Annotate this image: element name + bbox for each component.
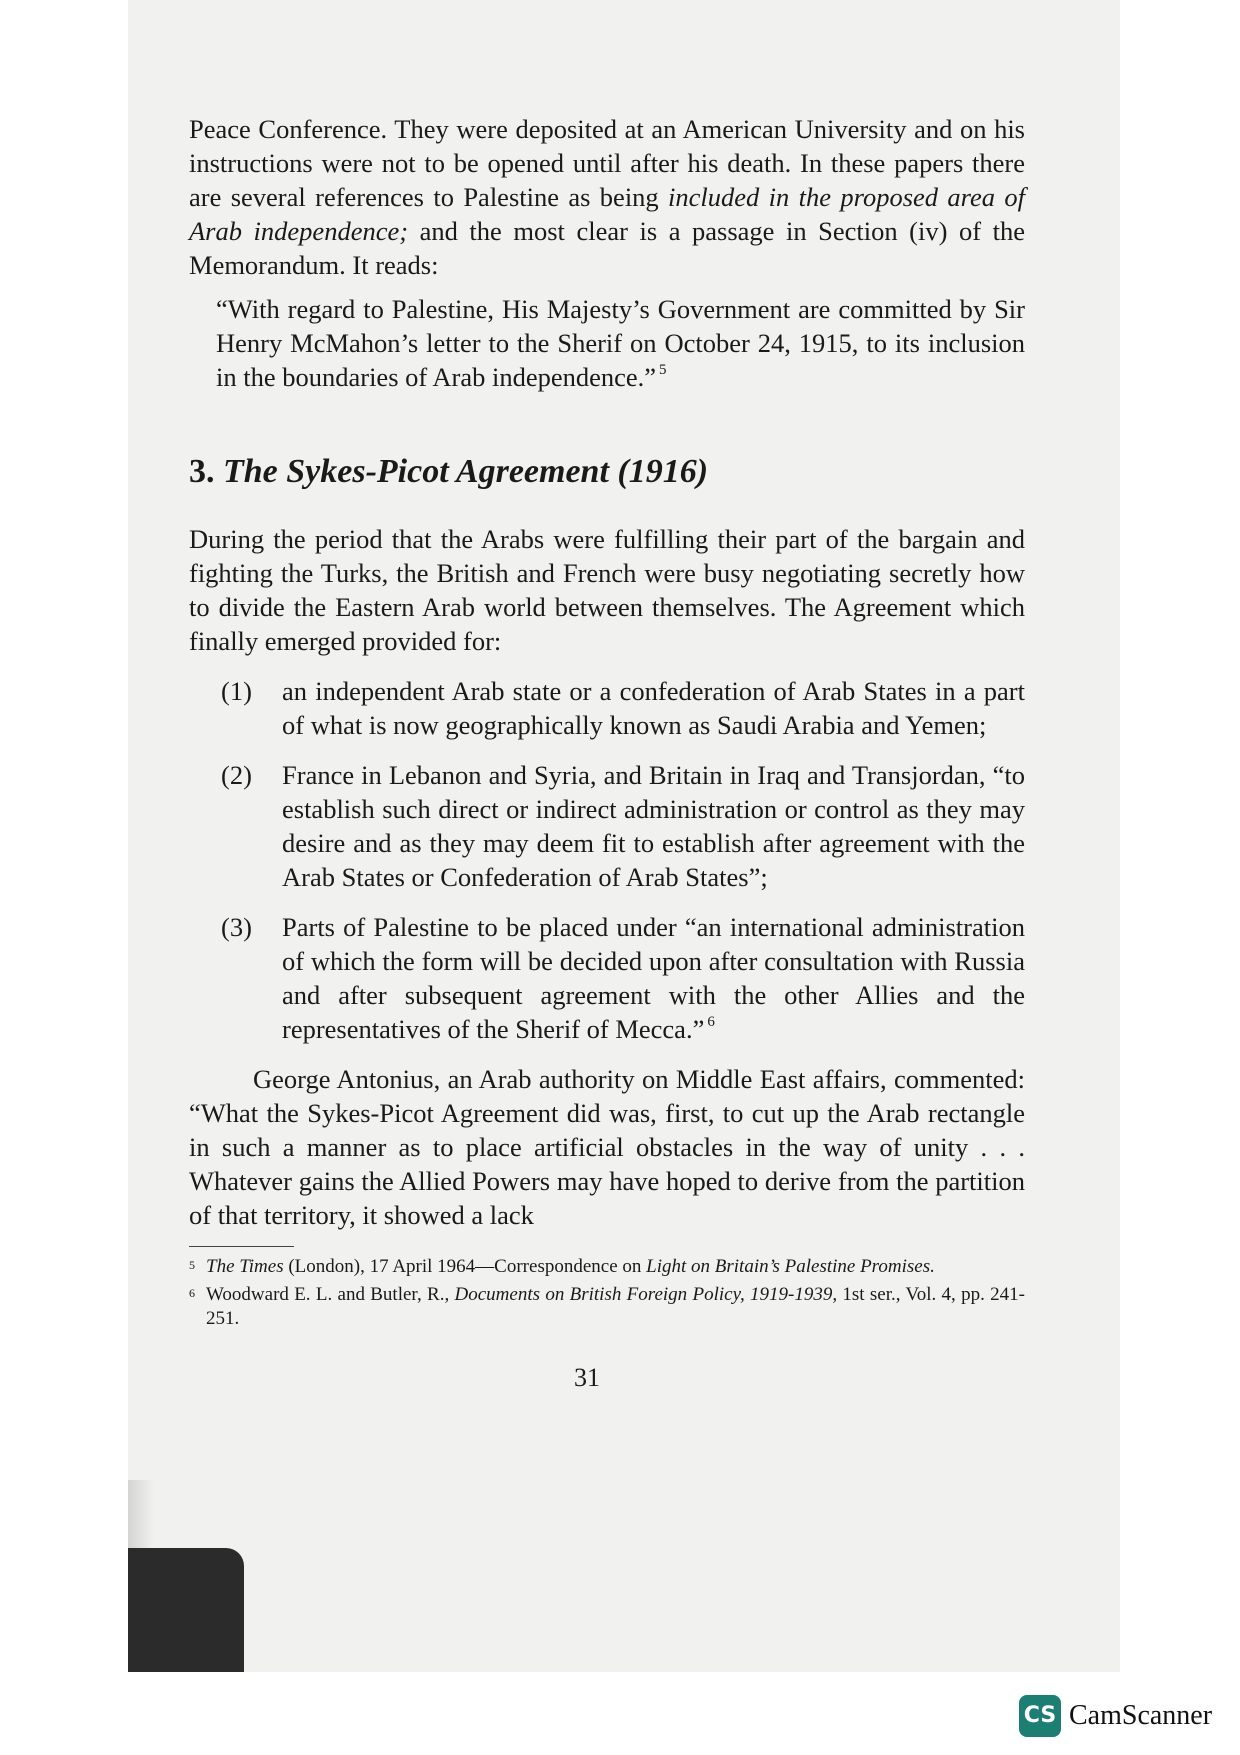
footnote-ref-6: 6 (707, 1014, 715, 1030)
camscanner-logo-icon: CS (1019, 1695, 1061, 1737)
paragraph-negotiations: During the period that the Arabs were fulfilling their part of the bargain and fighting the Turks, the British and French were busy negotiating secretly how to divide the Eastern Arab world between themselves. The Agreement which finally emerged provided for: (189, 524, 1025, 656)
block-quote: “With regard to Palestine, His Majesty’s Government are committed by Sir Henry McMahon’s letter to the Sherif on October 24, 1915, to its inclusion in the boundaries of Arab independence.” $^5$ (216, 294, 1025, 392)
binder-clip (128, 1548, 244, 1672)
list-item: (2) France in Lebanon and Syria, and Britain in Iraq and Transjordan, “to establish such direct or indirect administration or control as they may desire and as they may deem fit to establish after agreement with the Arab States or Confederation of Arab States”; (221, 760, 1025, 892)
paragraph-antonius: George Antonius, an Arab authority on Middle East affairs, commented: “What the Sykes-Picot Agreement did was, first, to cut up the Arab rectangle in such a manner as to place artificial obstacles in the way of unity . . . Whatever gains the Allied Powers may have hoped to derive from the partition of that territory, it showed a lack (189, 1064, 1025, 1230)
list-item: (1) an independent Arab state or a confederation of Arab States in a part of what is now geographically known as Saudi Arabia and Yemen; (221, 676, 1025, 740)
list-item: (3) Parts of Palestine to be placed under “an international administration of which the form will be decided upon after consultation with Russia and after subsequent agreement with the other Allies and the representatives of the Sherif of Mecca.” $^6$ (221, 912, 1025, 1044)
camscanner-watermark: CamScanner (1069, 1700, 1213, 1731)
footnote-divider (189, 1246, 294, 1247)
footnote: 5 The Times (London), 17 April 1964—Correspondence on Light on Britain’s Palestine Promises. (189, 1256, 935, 1277)
section-heading: 3. The Sykes-Picot Agreement (1916) (189, 453, 709, 490)
footnote: 6 Woodward E. L. and Butler, R., Documents on British Foreign Policy, 1919-1939, 1st ser., Vol. 4, pp. 241-251. (189, 1284, 1025, 1329)
page-text (189, 112, 1025, 1395)
page-number: 31 (574, 1363, 600, 1392)
paragraph-memorandum: Peace Conference. They were deposited at an American University and on his instructions were not to be opened until after his death. In these papers there are several references to Palestine as being included in the proposed area of Arab independence; and the most clear is a passage in Section (iv) of the Memorandum. It reads: (189, 114, 1026, 280)
footnote-ref-5: 5 (659, 362, 667, 378)
